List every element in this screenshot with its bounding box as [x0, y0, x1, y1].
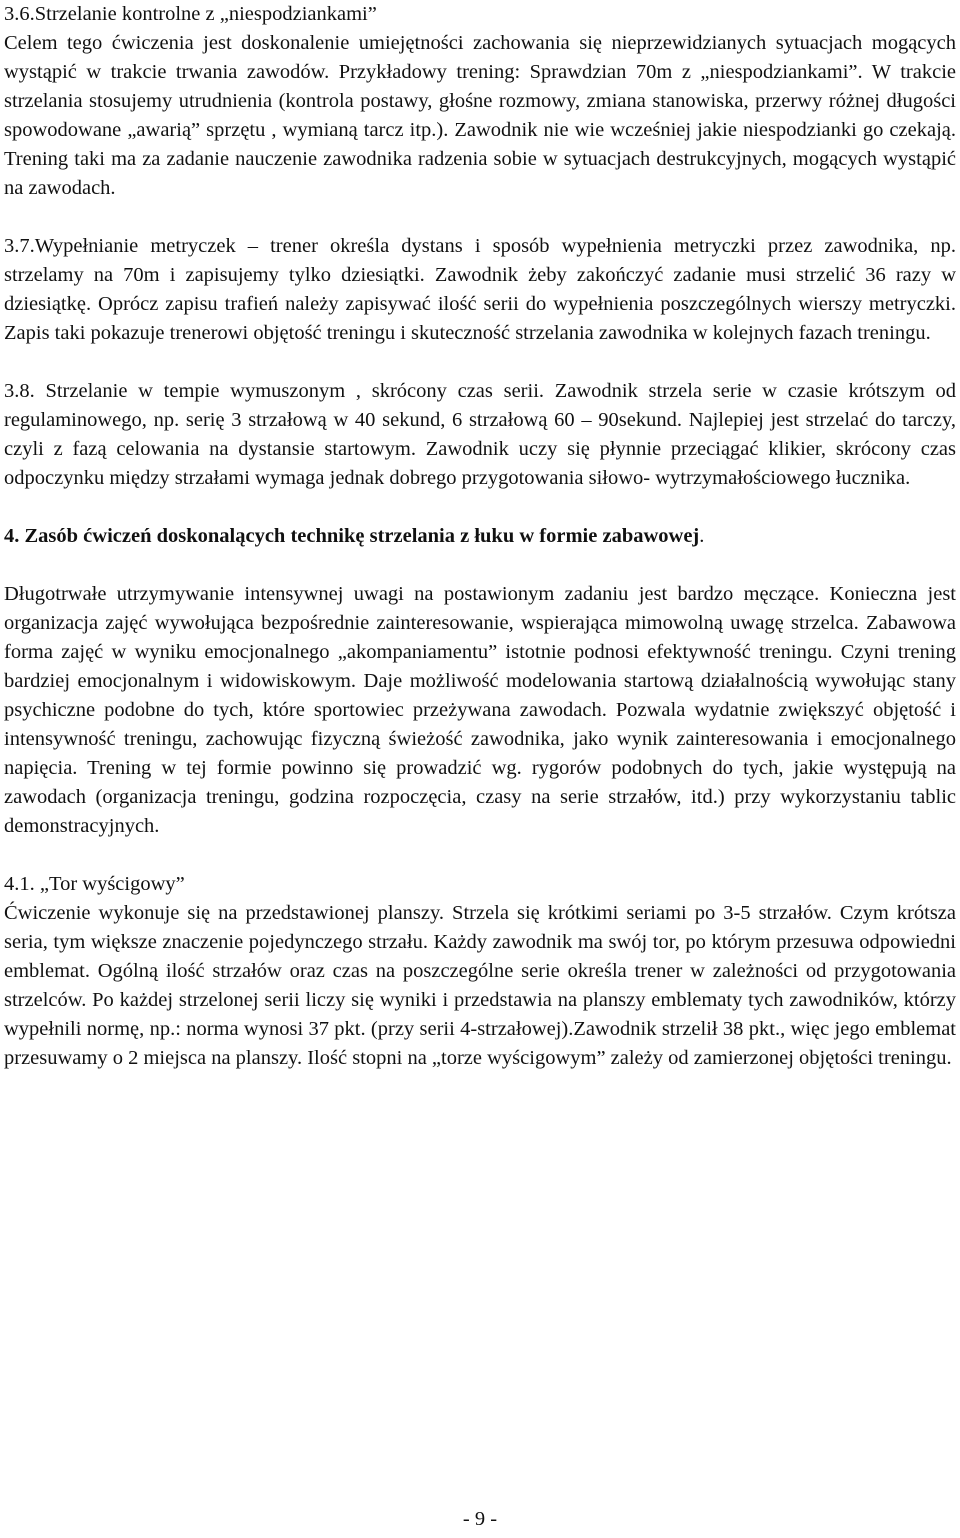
paragraph-gap — [4, 841, 956, 870]
section-4-1-title: 4.1. „Tor wyścigowy” — [4, 873, 185, 895]
document-page — [4, 0, 956, 1073]
section-4-heading-end: . — [699, 525, 705, 547]
section-3-7-body: 3.7.Wypełnianie metryczek – trener określa dystans i sposób wypełnienia metryczki przez zawodnika, np. strzelamy na 70m i zapisujemy tylko dziesiątki. Zawodnik żeby zakończyć zadanie musi strzelić 36 razy w dziesiątkę. Oprócz zapisu trafień należy zapisywać ilość serii do wypełnienia poszczególnych wierszy metryczki. Zapis taki pokazuje trenerowi objętość treningu i skuteczność strzelania zawodnika w kolejnych fazach treningu. — [4, 235, 956, 344]
paragraph-gap — [4, 348, 956, 377]
page-number: - 9 - — [462, 1508, 498, 1530]
section-4-heading: 4. Zasób ćwiczeń doskonalących technikę strzelania z łuku w formie zabawowej — [4, 525, 700, 547]
section-3-6 — [4, 0, 956, 203]
section-4 — [4, 522, 956, 841]
paragraph-gap — [4, 551, 956, 580]
section-3-6-title: 3.6.Strzelanie kontrolne z „niespodziankami” — [4, 3, 377, 25]
paragraph-gap — [4, 493, 956, 522]
section-4-body: Długotrwałe utrzymywanie intensywnej uwagi na postawionym zadaniu jest bardzo męczące. Konieczna jest organizacja zajęć wywołująca bezpośrednie zainteresowanie, wspierająca mimowolną uwagę strzelca. Zabawowa forma zajęć w wyniku emocjonalnego „akompaniamentu” istotnie podnosi efektywność treningu. Czyni trening bardziej emocjonalnym i widowiskowym. Daje możliwość modelowania startową działalnością wywołując stany psychiczne podobne do tych, które sportowiec przeżywana zawodach. Pozwala wydatnie zwiększyć objętość i intensywność treningu, zachowując fizyczną świeżość zawodnika, jako wynik zainteresowania i emocjonalnego napięcia. Trening w tej formie powinno się prowadzić wg. rygorów podobnych do tych, jakie występują na zawodach (organizacja treningu, godzina rozpoczęcia, czasy na serie strzałów, itd.) przy wykorzystaniu tablic demonstracyjnych. — [4, 583, 956, 837]
section-4-1 — [4, 870, 956, 1073]
section-4-1-body: Ćwiczenie wykonuje się na przedstawionej planszy. Strzela się krótkimi seriami po 3-5 strzałów. Czym krótsza seria, tym większe znaczenie pojedynczego strzału. Każdy zawodnik ma swój tor, po którym przesuwa odpowiedni emblemat. Ogólną ilość strzałów oraz czas na poszczególne serie określa trener w zależności od przygotowania strzelców. Po każdej strzelonej serii liczy się wyniki i przedstawia na planszy emblematy tych zawodników, którzy wypełnili normę, np.: norma wynosi 37 pkt. (przy serii 4-strzałowej).Zawodnik strzelił 38 pkt., więc jego emblemat przesuwamy o 2 miejsca na planszy. Ilość stopni na „torze wyścigowym” zależy od zamierzonej objętości treningu. — [4, 902, 956, 1069]
section-3-7 — [4, 232, 956, 348]
section-4-heading-line — [4, 522, 956, 551]
paragraph-gap — [4, 203, 956, 232]
section-3-8 — [4, 377, 956, 493]
section-3-6-body: Celem tego ćwiczenia jest doskonalenie umiejętności zachowania się nieprzewidzianych sytuacjach mogących wystąpić w trakcie trwania zawodów. Przykładowy trening: Sprawdzian 70m z „niespodziankami”. W trakcie strzelania stosujemy utrudnienia (kontrola postawy, głośne rozmowy, zmiana stanowiska, przerwy różnej długości spowodowane „awarią” sprzętu , wymianą tarcz itp.). Zawodnik nie wie wcześniej jakie niespodzianki go czekają. Trening taki ma za zadanie nauczenie zawodnika radzenia sobie w sytuacjach destrukcyjnych, mogących wystąpić na zawodach. — [4, 32, 956, 199]
section-3-8-body: 3.8. Strzelanie w tempie wymuszonym , skrócony czas serii. Zawodnik strzela serie w czasie krótszym od regulaminowego, np. serię 3 strzałową w 40 sekund, 6 strzałową 60 – 90sekund. Najlepiej jest strzelać do tarczy, czyli z fazą celowania na dystansie startowym. Zawodnik uczy się płynnie przeciągać klikier, skrócony czas odpoczynku między strzałami wymaga jednak dobrego przygotowania siłowo- wytrzymałościowego łucznika. — [4, 380, 956, 489]
